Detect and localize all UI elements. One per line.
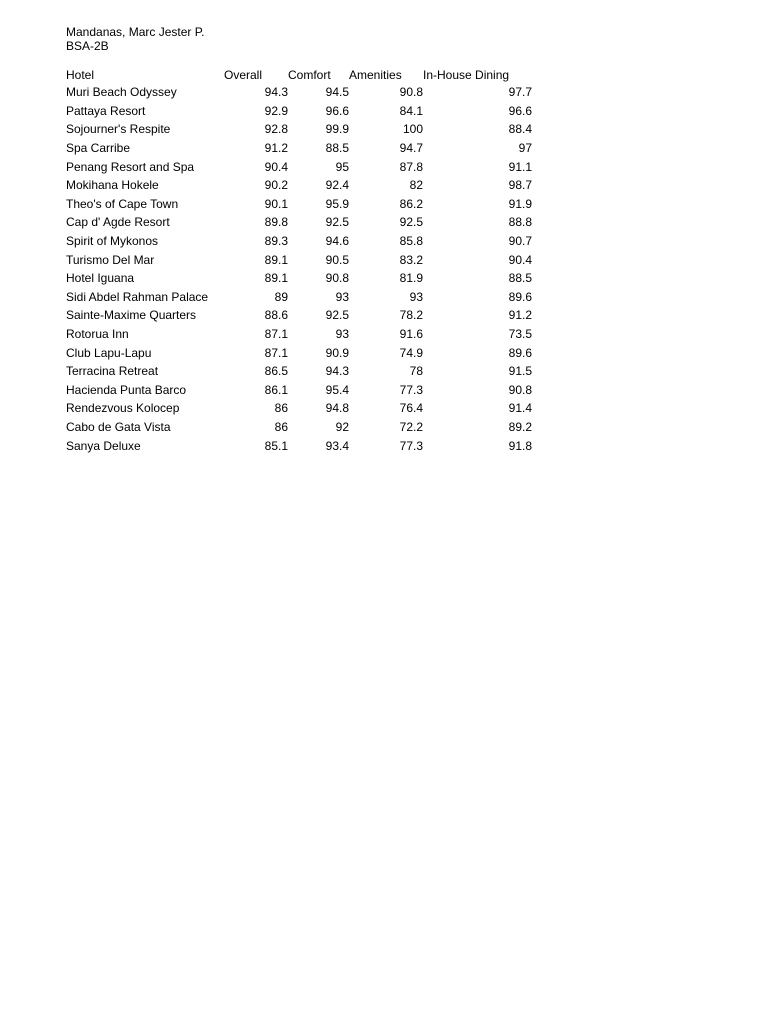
cell-hotel: Rendezvous Kolocep [66, 401, 180, 416]
table-row [66, 399, 532, 418]
table-row [66, 157, 532, 176]
cell-hotel: Theo's of Cape Town [66, 196, 179, 211]
cell-overall: 91.2 [264, 141, 288, 156]
table-row [66, 195, 532, 214]
cell-overall: 86 [274, 401, 288, 416]
table-row [66, 83, 532, 102]
cell-comfort: 92 [335, 419, 349, 434]
cell-overall: 86.5 [264, 364, 288, 379]
cell-comfort: 92.5 [325, 215, 349, 230]
cell-amenities: 93 [409, 289, 423, 304]
table-body [66, 83, 532, 455]
cell-hotel: Sidi Abdel Rahman Palace [66, 289, 209, 304]
cell-overall: 89.8 [264, 215, 288, 230]
author-section: BSA-2B [66, 39, 109, 53]
cell-amenities: 82 [409, 178, 423, 193]
table-row [66, 325, 532, 344]
cell-comfort: 95.9 [325, 196, 349, 211]
author-block [66, 25, 205, 53]
table-row [66, 343, 532, 362]
cell-amenities: 78 [409, 364, 423, 379]
cell-amenities: 87.8 [399, 159, 423, 174]
cell-hotel: Turismo Del Mar [66, 252, 155, 267]
cell-hotel: Pattaya Resort [66, 103, 146, 118]
cell-hotel: Sainte-Maxime Quarters [66, 308, 197, 323]
cell-comfort: 92.4 [325, 178, 349, 193]
table-row [66, 381, 532, 400]
cell-overall: 87.1 [264, 345, 288, 360]
cell-overall: 89.1 [264, 271, 288, 286]
cell-in-house-dining: 90.7 [508, 234, 532, 249]
cell-amenities: 76.4 [399, 401, 423, 416]
cell-in-house-dining: 91.9 [508, 196, 532, 211]
table-row [66, 120, 532, 139]
header-comfort: Comfort [288, 67, 331, 82]
cell-amenities: 78.2 [399, 308, 423, 323]
cell-amenities: 83.2 [399, 252, 423, 267]
cell-amenities: 94.7 [399, 141, 423, 156]
table-row [66, 418, 532, 437]
cell-amenities: 72.2 [399, 419, 423, 434]
cell-amenities: 84.1 [399, 103, 423, 118]
cell-in-house-dining: 90.4 [508, 252, 532, 267]
cell-amenities: 92.5 [399, 215, 423, 230]
cell-comfort: 94.3 [325, 364, 349, 379]
cell-amenities: 86.2 [399, 196, 423, 211]
cell-hotel: Spirit of Mykonos [66, 234, 159, 249]
cell-overall: 94.3 [264, 85, 288, 100]
cell-comfort: 93.4 [325, 438, 349, 453]
cell-amenities: 81.9 [399, 271, 423, 286]
cell-hotel: Spa Carribe [66, 141, 131, 156]
cell-comfort: 95 [335, 159, 349, 174]
cell-hotel: Hacienda Punta Barco [66, 382, 187, 397]
cell-in-house-dining: 91.5 [508, 364, 532, 379]
table-header-row [66, 66, 532, 83]
cell-comfort: 90.9 [325, 345, 349, 360]
cell-in-house-dining: 90.8 [508, 382, 532, 397]
cell-overall: 87.1 [264, 327, 288, 342]
table-row [66, 269, 532, 288]
header-hotel: Hotel [66, 67, 95, 82]
cell-in-house-dining: 89.6 [508, 345, 532, 360]
cell-hotel: Muri Beach Odyssey [66, 85, 177, 100]
cell-overall: 89.3 [264, 234, 288, 249]
cell-hotel: Club Lapu-Lapu [66, 345, 152, 360]
cell-overall: 89.1 [264, 252, 288, 267]
cell-amenities: 77.3 [399, 382, 423, 397]
cell-in-house-dining: 73.5 [508, 327, 532, 342]
cell-comfort: 93 [335, 289, 349, 304]
table-row [66, 232, 532, 251]
cell-in-house-dining: 88.5 [508, 271, 532, 286]
table-row [66, 176, 532, 195]
cell-in-house-dining: 91.8 [508, 438, 532, 453]
cell-comfort: 96.6 [325, 103, 349, 118]
header-in-house-dining: In-House Dining [423, 67, 510, 82]
cell-overall: 92.8 [264, 122, 288, 137]
cell-comfort: 92.5 [325, 308, 349, 323]
cell-in-house-dining: 96.6 [508, 103, 532, 118]
cell-amenities: 85.8 [399, 234, 423, 249]
cell-amenities: 90.8 [399, 85, 423, 100]
cell-overall: 85.1 [264, 438, 288, 453]
table-row [66, 306, 532, 325]
cell-comfort: 94.5 [325, 85, 349, 100]
cell-hotel: Penang Resort and Spa [66, 159, 195, 174]
cell-in-house-dining: 91.2 [508, 308, 532, 323]
cell-in-house-dining: 97.7 [508, 85, 532, 100]
table-row [66, 436, 532, 455]
cell-comfort: 90.8 [325, 271, 349, 286]
cell-hotel: Mokihana Hokele [66, 178, 159, 193]
cell-comfort: 90.5 [325, 252, 349, 267]
cell-overall: 86 [274, 419, 288, 434]
cell-comfort: 93 [335, 327, 349, 342]
cell-hotel: Cap d' Agde Resort [66, 215, 170, 230]
cell-amenities: 77.3 [399, 438, 423, 453]
author-name: Mandanas, Marc Jester P. [66, 25, 205, 39]
cell-overall: 89 [274, 289, 288, 304]
cell-in-house-dining: 89.2 [508, 419, 532, 434]
cell-in-house-dining: 97 [518, 141, 532, 156]
cell-hotel: Hotel Iguana [66, 271, 135, 286]
cell-hotel: Rotorua Inn [66, 327, 129, 342]
header-amenities: Amenities [349, 67, 402, 82]
cell-comfort: 94.8 [325, 401, 349, 416]
cell-in-house-dining: 91.4 [508, 401, 532, 416]
cell-hotel: Terracina Retreat [66, 364, 159, 379]
cell-overall: 92.9 [264, 103, 288, 118]
cell-overall: 90.4 [264, 159, 288, 174]
cell-hotel: Sojourner's Respite [66, 122, 171, 137]
cell-in-house-dining: 98.7 [508, 178, 532, 193]
header-overall: Overall [224, 67, 263, 82]
table-row [66, 102, 532, 121]
cell-overall: 88.6 [264, 308, 288, 323]
cell-in-house-dining: 91.1 [508, 159, 532, 174]
cell-overall: 90.1 [264, 196, 288, 211]
table-row [66, 288, 532, 307]
cell-in-house-dining: 88.8 [508, 215, 532, 230]
cell-hotel: Cabo de Gata Vista [66, 419, 171, 434]
cell-comfort: 99.9 [325, 122, 349, 137]
table-row [66, 213, 532, 232]
table-row [66, 250, 532, 269]
cell-amenities: 100 [402, 122, 423, 137]
cell-hotel: Sanya Deluxe [66, 438, 141, 453]
table-row [66, 362, 532, 381]
cell-amenities: 91.6 [399, 327, 423, 342]
cell-comfort: 94.6 [325, 234, 349, 249]
cell-comfort: 88.5 [325, 141, 349, 156]
cell-comfort: 95.4 [325, 382, 349, 397]
cell-overall: 90.2 [264, 178, 288, 193]
hotel-scores-table [66, 66, 532, 455]
cell-amenities: 74.9 [399, 345, 423, 360]
cell-overall: 86.1 [264, 382, 288, 397]
cell-in-house-dining: 89.6 [508, 289, 532, 304]
cell-in-house-dining: 88.4 [508, 122, 532, 137]
table-row [66, 139, 532, 158]
